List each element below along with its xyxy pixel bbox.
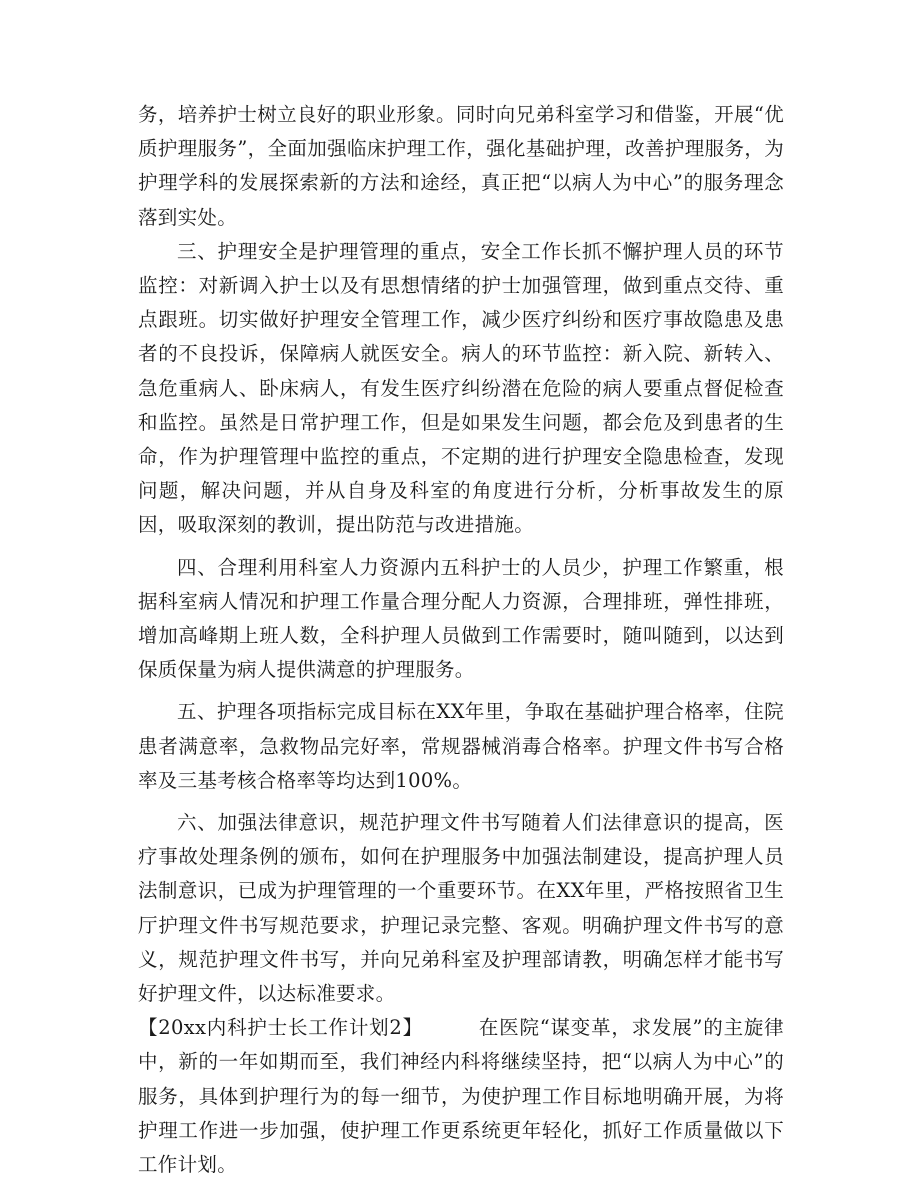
paragraph-continuation: 务，培养护士树立良好的职业形象。同时向兄弟科室学习和借鉴，开展“优质护理服务”，全面加强临床护理工作，强化基础护理，改善护理服务，为护理学科的发展探索新的方法和途经，真正把“以病人为中心”的服务理念落到实处。 — [138, 103, 784, 229]
plan-2-spacer — [423, 1016, 479, 1039]
paragraph-section-6: 六、加强法律意识，规范护理文件书写随着人们法律意识的提高，医疗事故处理条例的颁布，如何在护理服务中加强法制建设，提高护理人员法制意识，已成为护理管理的一个重要环节。在XX年里，严格按照省卫生厅护理文件书写规范要求，护理记录完整、客观。明确护理文件书写的意义，规范护理文件书写，并向兄弟科室及护理部请教，明确怎样才能书写好护理文件，以达标准要求。 — [138, 811, 784, 1006]
paragraph-section-4: 四、合理利用科室人力资源内五科护士的人员少，护理工作繁重，根据科室病人情况和护理工作量合理分配人力资源，合理排班，弹性排班，增加高峰期上班人数，全科护理人员做到工作需要时，随叫随到，以达到保质保量为病人提供满意的护理服务。 — [138, 555, 784, 682]
paragraph-plan-2 — [138, 1011, 784, 1182]
plan-2-heading: 【20xx内科护士长工作计划2】 — [138, 1016, 423, 1040]
paragraph-section-3: 三、护理安全是护理管理的重点，安全工作长抓不懈护理人员的环节监控：对新调入护士以及有思想情绪的护士加强管理，做到重点交待、重点跟班。切实做好护理安全管理工作，减少医疗纠纷和医疗事故隐患及患者的不良投诉，保障病人就医安全。病人的环节监控：新入院、新转入、急危重病人、卧床病人，有发生医疗纠纷潜在危险的病人要重点督促检查和监控。虽然是日常护理工作，但是如果发生问题，都会危及到患者的生命，作为护理管理中监控的重点，不定期的进行护理安全隐患检查，发现问题，解决问题，并从自身及科室的角度进行分析，分析事故发生的原因，吸取深刻的教训，提出防范与改进措施。 — [138, 239, 784, 537]
paragraph-section-5: 五、护理各项指标完成目标在XX年里，争取在基础护理合格率，住院患者满意率，急救物品完好率，常规器械消毒合格率。护理文件书写合格率及三基考核合格率等均达到100%。 — [138, 700, 784, 792]
plan-2-body: 在医院“谋变革，求发展”的主旋律中，新的一年如期而至，我们神经内科将继续坚持，把“以病人为中心”的服务，具体到护理行为的每一细节，为使护理工作目标地明确开展，为将护理工作进一步加强，使护理工作更系统更年轻化，抓好工作质量做以下工作计划。 — [138, 1016, 784, 1177]
document-page — [138, 98, 784, 1182]
